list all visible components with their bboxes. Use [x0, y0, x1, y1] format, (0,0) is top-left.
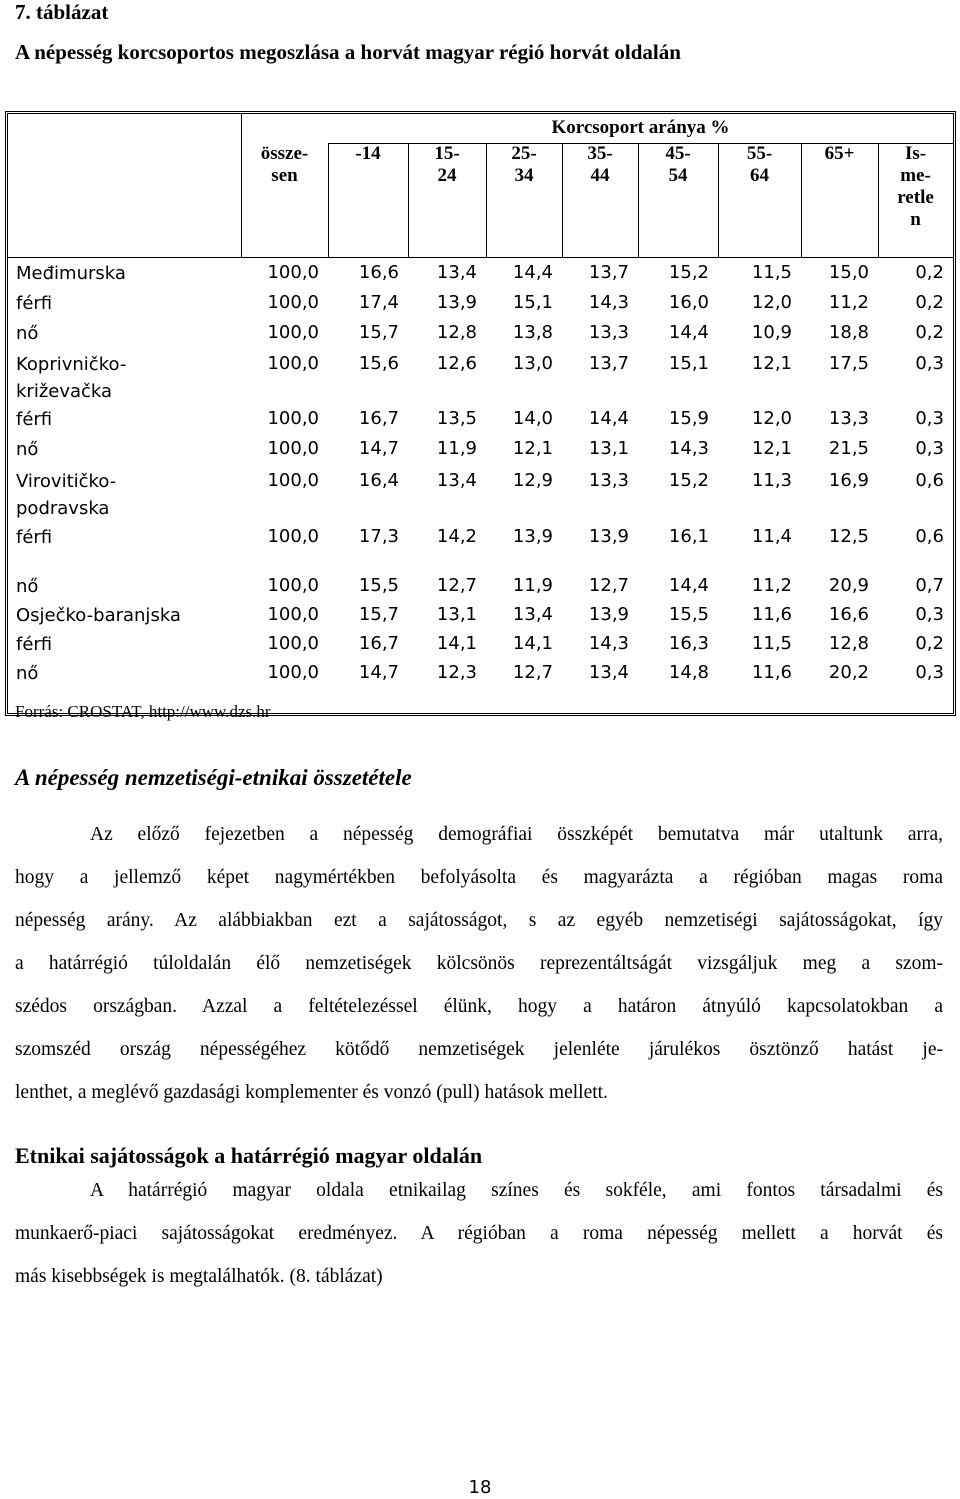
table-row-label-line: férfi [16, 634, 53, 655]
table-cell: 11,5 [751, 262, 792, 283]
table-group-label: Korcsoport aránya % [551, 117, 730, 138]
table-cell: 100,0 [267, 526, 319, 547]
table-cell: 0,6 [915, 526, 944, 547]
table-cell: 16,7 [358, 633, 399, 654]
table-column-header-line: 15- [434, 143, 460, 164]
age-group-table [5, 111, 956, 716]
table-column-header-line: 34 [514, 165, 534, 186]
table-row-label-line: férfi [16, 293, 53, 314]
table-cell: 0,3 [915, 353, 944, 374]
paragraph-1 [15, 813, 943, 1114]
table-cell: 13,7 [588, 262, 629, 283]
table-row-label-line: nő [16, 663, 39, 684]
table-row-label [16, 351, 126, 405]
table-cell: 15,1 [668, 353, 709, 374]
paragraph-line: szédos országban. Azzal a feltételezéssel élünk, hogy a határon átnyúló kapcsolatokban a [15, 996, 943, 1017]
table-row-label-line: Koprivničko- [16, 354, 127, 375]
table-column-header-line: sen [271, 165, 298, 186]
table-cell: 17,5 [828, 353, 869, 374]
table-cell: 13,8 [512, 322, 553, 343]
table-cell: 13,3 [588, 322, 629, 343]
table-cell: 14,1 [512, 633, 553, 654]
table-column-header-line: -14 [355, 143, 381, 164]
table-cell: 12,3 [436, 662, 477, 683]
table-cell: 100,0 [267, 353, 319, 374]
table-cell: 16,4 [358, 470, 399, 491]
table-source: Forrás: CROSTAT, http://www.dzs.hr [15, 702, 271, 721]
table-cell: 20,9 [828, 575, 869, 596]
table-cell: 100,0 [267, 604, 319, 625]
table-cell: 14,1 [436, 633, 477, 654]
table-cell: 14,0 [512, 408, 553, 429]
table-cell: 12,8 [828, 633, 869, 654]
table-cell: 14,4 [512, 262, 553, 283]
section-heading: A népesség nemzetiségi-etnikai összetétele [15, 765, 412, 790]
table-cell: 0,2 [915, 322, 944, 343]
table-row-label [16, 573, 38, 600]
table-cell: 18,8 [828, 322, 869, 343]
table-cell: 100,0 [267, 438, 319, 459]
table-cell: 15,1 [512, 292, 553, 313]
paragraph-line: A határrégió magyar oldala etnikailag színes és sokféle, ami fontos társadalmi és [90, 1180, 943, 1201]
page-number: 18 [468, 1477, 492, 1498]
table-cell: 12,7 [512, 662, 553, 683]
table-cell: 15,5 [668, 604, 709, 625]
table-column-header-line: 55- [746, 143, 773, 164]
table-cell: 13,4 [512, 604, 553, 625]
table-cell: 14,3 [588, 633, 629, 654]
table-cell: 13,4 [436, 262, 477, 283]
table-row-label-line: križevačka [16, 381, 113, 402]
table-cell: 100,0 [267, 322, 319, 343]
table-cell: 100,0 [267, 633, 319, 654]
table-cell: 17,4 [358, 292, 399, 313]
table-cell: 0,3 [915, 438, 944, 459]
table-cell: 11,5 [751, 633, 792, 654]
table-row-label [16, 290, 52, 317]
table-cell: 11,6 [751, 662, 792, 683]
table-column-header-line: 65+ [824, 143, 855, 164]
subheading: Etnikai sajátosságok a határrégió magyar oldalán [15, 1143, 483, 1168]
table-row-label [16, 602, 181, 629]
table-row-label [16, 631, 52, 658]
table-cell: 13,3 [828, 408, 869, 429]
table-cell: 100,0 [267, 662, 319, 683]
table-cell: 0,2 [915, 633, 944, 654]
table-cell: 11,2 [751, 575, 792, 596]
table-cell: 13,1 [436, 604, 477, 625]
table-cell: 100,0 [267, 262, 319, 283]
table-cell: 14,4 [588, 408, 629, 429]
table-row-label-line: nő [16, 576, 39, 597]
table-cell: 0,2 [915, 262, 944, 283]
table-column-header [408, 143, 486, 187]
table-cell: 12,7 [588, 575, 629, 596]
table-row-label [16, 406, 52, 433]
table-cell: 0,3 [915, 662, 944, 683]
table-column-header-line: 25- [511, 143, 537, 164]
table-column-header-line: 45- [665, 143, 691, 164]
table-column-header-line: n [910, 209, 921, 230]
table-row-label-line: férfi [16, 409, 53, 430]
table-cell: 13,3 [588, 470, 629, 491]
table-title: A népesség korcsoportos megoszlása a horvát magyar régió horvát oldalán [15, 40, 681, 64]
table-column-header-line: 54 [668, 165, 688, 186]
paragraph-line: a határrégió túloldalán élő nemzetiségek kölcsönös reprezentáltságát vizsgáljuk meg a szom- [15, 953, 943, 974]
table-cell: 13,9 [512, 526, 553, 547]
table-cell: 14,3 [588, 292, 629, 313]
table-cell: 12,0 [751, 408, 792, 429]
table-cell: 12,0 [751, 292, 792, 313]
table-cell: 11,3 [751, 470, 792, 491]
table-cell: 15,9 [668, 408, 709, 429]
table-row-label [16, 320, 38, 347]
table-row-label-line: férfi [16, 527, 53, 548]
table-cell: 12,1 [751, 353, 792, 374]
table-cell: 11,9 [436, 438, 477, 459]
table-column-header-line: Is- [904, 143, 927, 164]
table-column-header-line: 64 [750, 165, 769, 186]
table-label: 7. táblázat [15, 0, 109, 24]
table-column-header-line: 35- [587, 143, 613, 164]
table-cell: 12,9 [512, 470, 553, 491]
paragraph-2 [15, 1169, 943, 1298]
table-cell: 16,3 [668, 633, 709, 654]
table-row-label [16, 260, 126, 287]
table-cell: 12,1 [512, 438, 553, 459]
table-column-header [878, 143, 953, 231]
table-cell: 15,2 [668, 470, 709, 491]
paragraph-line: népesség arány. Az alábbiakban ezt a sajátosságot, s az egyéb nemzetiségi sajátosságokat, így [15, 910, 943, 931]
table-cell: 13,5 [436, 408, 477, 429]
table-row-label [16, 660, 38, 687]
paragraph-line: Az előző fejezetben a népesség demográfiai összképét bemutatva már utaltunk arra, [90, 824, 943, 845]
paragraph-line: munkaerő-piaci sajátosságokat eredményez. A régióban a roma népesség mellett a horvát és [15, 1223, 943, 1244]
table-cell: 13,4 [436, 470, 477, 491]
table-cell: 100,0 [267, 408, 319, 429]
table-cell: 14,7 [358, 662, 399, 683]
table-cell: 13,7 [588, 353, 629, 374]
table-cell: 13,4 [588, 662, 629, 683]
table-cell: 13,0 [512, 353, 553, 374]
table-cell: 100,0 [267, 575, 319, 596]
table-cell: 12,1 [751, 438, 792, 459]
table-cell: 16,6 [828, 604, 869, 625]
table-cell: 16,7 [358, 408, 399, 429]
table-column-header [638, 143, 718, 187]
table-cell: 14,3 [668, 438, 709, 459]
table-row-label-line: Osječko-baranjska [16, 605, 181, 626]
table-column-header-line: 24 [437, 165, 457, 186]
table-cell: 16,1 [668, 526, 709, 547]
table-row-label [16, 524, 52, 551]
table-cell: 14,4 [668, 575, 709, 596]
table-cell: 13,1 [588, 438, 629, 459]
table-cell: 17,3 [358, 526, 399, 547]
table-row-label-line: Virovitičko- [16, 471, 117, 492]
table-cell: 11,4 [751, 526, 792, 547]
table-cell: 15,5 [358, 575, 399, 596]
table-cell: 14,8 [668, 662, 709, 683]
table-cell: 11,9 [512, 575, 553, 596]
paragraph-line: lenthet, a meglévő gazdasági komplementer és vonzó (pull) hatások mellett. [15, 1082, 608, 1103]
table-column-header-line: me- [900, 165, 931, 186]
table-column-header-line: 44 [590, 165, 610, 186]
table-column-header [486, 143, 562, 187]
table-cell: 12,8 [436, 322, 477, 343]
table-cell: 16,0 [668, 292, 709, 313]
table-cell: 15,2 [668, 262, 709, 283]
table-cell: 0,3 [915, 408, 944, 429]
table-cell: 13,9 [436, 292, 477, 313]
table-cell: 15,7 [358, 322, 399, 343]
table-cell: 16,6 [358, 262, 399, 283]
table-row-label-line: nő [16, 439, 39, 460]
table-cell: 11,2 [828, 292, 869, 313]
table-cell: 20,2 [828, 662, 869, 683]
table-column-header [562, 143, 638, 187]
paragraph-line: hogy a jellemző képet nagymértékben befolyásolta és magyarázta a régióban magas roma [15, 867, 943, 888]
table-row-label-line: nő [16, 323, 39, 344]
table-cell: 12,7 [436, 575, 477, 596]
table-cell: 14,2 [436, 526, 477, 547]
table-column-header [328, 143, 408, 165]
table-cell: 15,0 [828, 262, 869, 283]
table-cell: 11,6 [751, 604, 792, 625]
table-row-label-line: Međimurska [16, 263, 126, 284]
table-header-divider [8, 257, 953, 258]
paragraph-line: szomszéd ország népességéhez kötődő nemzetiségek jelenléte járulékos ösztönző hatást je- [15, 1039, 943, 1060]
table-row-label [16, 436, 38, 463]
table-column-header [801, 143, 878, 165]
table-cell: 13,9 [588, 526, 629, 547]
table-column-header [718, 143, 801, 187]
table-cell: 0,2 [915, 292, 944, 313]
table-cell: 14,7 [358, 438, 399, 459]
table-cell: 12,6 [436, 353, 477, 374]
table-row-label-line: podravska [16, 498, 110, 519]
table-cell: 100,0 [267, 470, 319, 491]
table-cell: 100,0 [267, 292, 319, 313]
table-column-header-line: retle [897, 187, 934, 208]
table-cell: 15,6 [358, 353, 399, 374]
table-cell: 15,7 [358, 604, 399, 625]
paragraph-line: más kisebbségek is megtalálhatók. (8. táblázat) [15, 1266, 383, 1287]
table-cell: 12,5 [828, 526, 869, 547]
table-cell: 21,5 [828, 438, 869, 459]
table-cell: 14,4 [668, 322, 709, 343]
table-cell: 0,6 [915, 470, 944, 491]
table-column-header-line: össze- [260, 143, 309, 164]
table-cell: 16,9 [828, 470, 869, 491]
table-cell: 10,9 [751, 322, 792, 343]
table-cell: 0,7 [915, 575, 944, 596]
table-cell: 0,3 [915, 604, 944, 625]
table-row-label [16, 468, 116, 522]
table-cell: 13,9 [588, 604, 629, 625]
table-column-header [241, 143, 328, 187]
